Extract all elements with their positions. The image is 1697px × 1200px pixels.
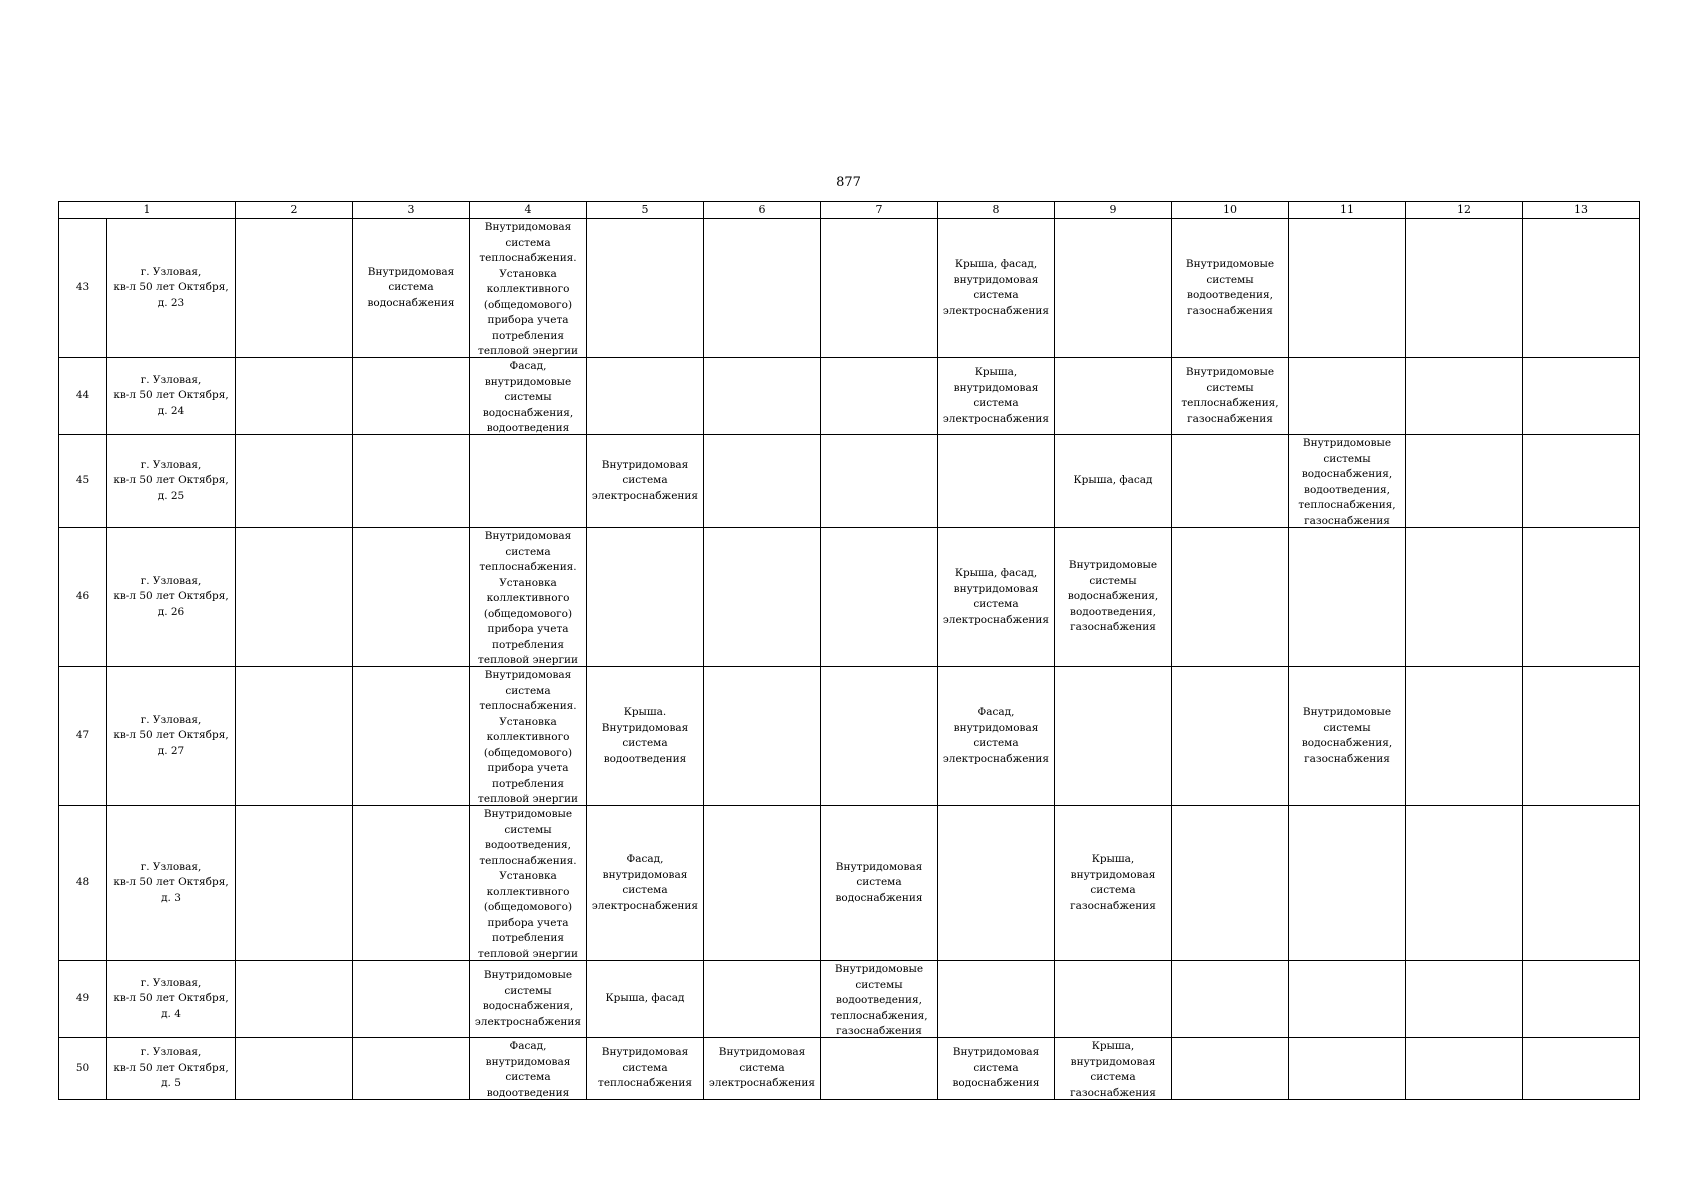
- work-cell-col-11: [1289, 358, 1406, 435]
- work-text: Внутридомовая система теплоснабжения. Установка коллективного (общедомового) прибора учета потребления тепловой энергии: [478, 221, 578, 356]
- work-text: Фасад, внутридомовая система электроснабжения: [591, 853, 699, 912]
- work-cell-col-11: [1289, 219, 1406, 358]
- address-text: г. Узловая, кв-л 50 лет Октября, д. 26: [113, 574, 229, 618]
- work-cell-col-8: [938, 528, 1055, 667]
- column-header: 10: [1172, 202, 1289, 219]
- work-cell-col-11: [1289, 961, 1406, 1038]
- work-text: Крыша, внутридомовая система электроснабжения: [942, 366, 1050, 425]
- work-cell-col-3: [353, 806, 470, 961]
- address-text: г. Узловая, кв-л 50 лет Октября, д. 3: [113, 860, 229, 904]
- page-number: 877: [836, 175, 861, 190]
- work-cell-col-2: [236, 961, 353, 1038]
- work-cell-col-2: [236, 1038, 353, 1100]
- row-number: 47: [59, 667, 107, 806]
- work-cell-col-6: [704, 358, 821, 435]
- work-text: Фасад, внутридомовые системы водоснабжения, водоотведения: [482, 360, 574, 433]
- work-cell-col-3: [353, 435, 470, 528]
- work-cell-col-7: [821, 358, 938, 435]
- work-cell-col-2: [236, 219, 353, 358]
- row-number: 43: [59, 219, 107, 358]
- work-text: Внутридомовая система электроснабжения: [591, 458, 699, 502]
- work-cell-col-13: [1523, 806, 1640, 961]
- work-cell-col-13: [1523, 528, 1640, 667]
- work-text: Внутридомовая система теплоснабжения. Установка коллективного (общедомового) прибора учета потребления тепловой энергии: [478, 530, 578, 665]
- work-cell-col-6: [704, 961, 821, 1038]
- work-cell-col-3: [353, 358, 470, 435]
- table-row: [59, 961, 1640, 1038]
- work-cell-col-10: [1172, 961, 1289, 1038]
- address-cell: [107, 806, 236, 961]
- work-text: Внутридомовые системы водоснабжения, электроснабжения: [474, 969, 582, 1028]
- work-cell-col-9: [1055, 667, 1172, 806]
- address-cell: [107, 667, 236, 806]
- work-text: Внутридомовые системы водоснабжения, газоснабжения: [1301, 706, 1393, 765]
- work-text: Крыша, фасад, внутридомовая система электроснабжения: [942, 258, 1050, 317]
- column-header: 1: [59, 202, 236, 219]
- work-cell-col-8: [938, 667, 1055, 806]
- column-header: 7: [821, 202, 938, 219]
- work-text: Внутридомовые системы водоотведения, теплоснабжения. Установка коллективного (общедомового) прибора учета потребления тепловой энергии: [478, 808, 578, 959]
- work-cell-col-8: [938, 435, 1055, 528]
- address-cell: [107, 435, 236, 528]
- work-cell-col-9: [1055, 219, 1172, 358]
- work-text: Крыша, внутридомовая система газоснабжения: [1070, 1040, 1156, 1098]
- work-cell-col-6: [704, 528, 821, 667]
- work-cell-col-12: [1406, 1038, 1523, 1100]
- work-text: Внутридомовая система электроснабжения: [708, 1046, 816, 1090]
- work-cell-col-10: [1172, 358, 1289, 435]
- address-text: г. Узловая, кв-л 50 лет Октября, д. 5: [113, 1046, 229, 1090]
- table-row: [59, 435, 1640, 528]
- address-cell: [107, 1038, 236, 1100]
- table-row: [59, 358, 1640, 435]
- work-cell-col-4: [470, 961, 587, 1038]
- work-cell-col-13: [1523, 1038, 1640, 1100]
- work-cell-col-11: [1289, 435, 1406, 528]
- work-cell-col-8: [938, 358, 1055, 435]
- work-cell-col-4: [470, 219, 587, 358]
- work-cell-col-6: [704, 667, 821, 806]
- work-text: Крыша, фасад: [1073, 474, 1153, 487]
- work-cell-col-8: [938, 806, 1055, 961]
- work-cell-col-4: [470, 528, 587, 667]
- work-cell-col-9: [1055, 528, 1172, 667]
- column-header: 4: [470, 202, 587, 219]
- column-header: 11: [1289, 202, 1406, 219]
- work-cell-col-5: [587, 806, 704, 961]
- work-cell-col-10: [1172, 219, 1289, 358]
- work-cell-col-4: [470, 435, 587, 528]
- work-cell-col-4: [470, 358, 587, 435]
- column-header: 9: [1055, 202, 1172, 219]
- table-row: [59, 667, 1640, 806]
- work-text: Крыша, внутридомовая система газоснабжения: [1070, 853, 1156, 912]
- work-cell-col-4: [470, 806, 587, 961]
- address-text: г. Узловая, кв-л 50 лет Октября, д. 25: [113, 458, 229, 502]
- column-header: 2: [236, 202, 353, 219]
- work-cell-col-2: [236, 528, 353, 667]
- table-row: [59, 219, 1640, 358]
- row-number: 50: [59, 1038, 107, 1100]
- work-text: Внутридомовые системы водоотведения, теплоснабжения, газоснабжения: [830, 963, 928, 1036]
- address-cell: [107, 219, 236, 358]
- work-cell-col-11: [1289, 806, 1406, 961]
- work-text: Крыша. Внутридомовая система водоотведения: [601, 706, 689, 765]
- table-row: [59, 806, 1640, 961]
- column-header: 6: [704, 202, 821, 219]
- table-row: [59, 528, 1640, 667]
- work-cell-col-5: [587, 961, 704, 1038]
- work-cell-col-3: [353, 961, 470, 1038]
- work-cell-col-8: [938, 1038, 1055, 1100]
- work-cell-col-8: [938, 961, 1055, 1038]
- work-cell-col-2: [236, 806, 353, 961]
- work-cell-col-7: [821, 961, 938, 1038]
- work-cell-col-2: [236, 667, 353, 806]
- work-cell-col-11: [1289, 528, 1406, 667]
- work-text: Фасад, внутридомовая система водоотведения: [485, 1040, 571, 1098]
- work-cell-col-6: [704, 435, 821, 528]
- work-cell-col-7: [821, 528, 938, 667]
- work-cell-col-7: [821, 1038, 938, 1100]
- column-header: 3: [353, 202, 470, 219]
- work-cell-col-10: [1172, 1038, 1289, 1100]
- work-cell-col-4: [470, 1038, 587, 1100]
- address-text: г. Узловая, кв-л 50 лет Октября, д. 27: [113, 713, 229, 757]
- table-body: [59, 219, 1640, 1100]
- work-cell-col-5: [587, 358, 704, 435]
- work-cell-col-12: [1406, 961, 1523, 1038]
- work-cell-col-13: [1523, 435, 1640, 528]
- work-cell-col-5: [587, 435, 704, 528]
- work-cell-col-10: [1172, 435, 1289, 528]
- row-number: 48: [59, 806, 107, 961]
- work-cell-col-7: [821, 667, 938, 806]
- work-text: Крыша, фасад: [605, 992, 685, 1005]
- column-header: 5: [587, 202, 704, 219]
- work-cell-col-2: [236, 435, 353, 528]
- work-text: Внутридомовые системы водоотведения, газоснабжения: [1185, 258, 1275, 317]
- header-row: [59, 202, 1640, 219]
- table-header: [59, 202, 1640, 219]
- work-cell-col-12: [1406, 806, 1523, 961]
- column-header: 13: [1523, 202, 1640, 219]
- row-number: 44: [59, 358, 107, 435]
- work-cell-col-11: [1289, 667, 1406, 806]
- row-number: 45: [59, 435, 107, 528]
- address-text: г. Узловая, кв-л 50 лет Октября, д. 4: [113, 976, 229, 1020]
- work-cell-col-3: [353, 219, 470, 358]
- work-cell-col-5: [587, 667, 704, 806]
- column-header: 8: [938, 202, 1055, 219]
- work-cell-col-6: [704, 219, 821, 358]
- work-cell-col-10: [1172, 528, 1289, 667]
- work-text: Внутридомовая система водоснабжения: [367, 265, 455, 309]
- work-text: Крыша, фасад, внутридомовая система электроснабжения: [942, 567, 1050, 626]
- work-cell-col-13: [1523, 961, 1640, 1038]
- row-number: 46: [59, 528, 107, 667]
- work-cell-col-9: [1055, 435, 1172, 528]
- work-cell-col-6: [704, 806, 821, 961]
- work-cell-col-4: [470, 667, 587, 806]
- work-cell-col-13: [1523, 667, 1640, 806]
- work-text: Фасад, внутридомовая система электроснабжения: [942, 706, 1050, 765]
- address-cell: [107, 528, 236, 667]
- address-cell: [107, 358, 236, 435]
- work-text: Внутридомовые системы водоснабжения, водоотведения, газоснабжения: [1067, 559, 1159, 634]
- work-text: Внутридомовая система теплоснабжения: [598, 1046, 692, 1090]
- work-cell-col-2: [236, 358, 353, 435]
- work-cell-col-8: [938, 219, 1055, 358]
- work-cell-col-12: [1406, 528, 1523, 667]
- work-cell-col-6: [704, 1038, 821, 1100]
- work-text: Внутридомовые системы теплоснабжения, газоснабжения: [1181, 366, 1279, 425]
- address-cell: [107, 961, 236, 1038]
- work-cell-col-12: [1406, 219, 1523, 358]
- work-text: Внутридомовая система водоснабжения: [952, 1046, 1040, 1090]
- work-cell-col-13: [1523, 358, 1640, 435]
- work-cell-col-7: [821, 219, 938, 358]
- work-cell-col-5: [587, 219, 704, 358]
- work-text: Внутридомовые системы водоснабжения, водоотведения, теплоснабжения, газоснабжения: [1298, 437, 1396, 526]
- repair-schedule-table: [58, 201, 1640, 1100]
- work-cell-col-9: [1055, 1038, 1172, 1100]
- address-text: г. Узловая, кв-л 50 лет Октября, д. 23: [113, 265, 229, 309]
- work-cell-col-7: [821, 435, 938, 528]
- work-cell-col-7: [821, 806, 938, 961]
- work-cell-col-10: [1172, 667, 1289, 806]
- work-cell-col-3: [353, 667, 470, 806]
- work-cell-col-9: [1055, 961, 1172, 1038]
- address-text: г. Узловая, кв-л 50 лет Октября, д. 24: [113, 373, 229, 417]
- work-cell-col-10: [1172, 806, 1289, 961]
- table-row: [59, 1038, 1640, 1100]
- work-cell-col-11: [1289, 1038, 1406, 1100]
- row-number: 49: [59, 961, 107, 1038]
- work-cell-col-9: [1055, 806, 1172, 961]
- work-text: Внутридомовая система теплоснабжения. Установка коллективного (общедомового) прибора учета потребления тепловой энергии: [478, 669, 578, 804]
- work-cell-col-5: [587, 528, 704, 667]
- work-cell-col-9: [1055, 358, 1172, 435]
- column-header: 12: [1406, 202, 1523, 219]
- work-cell-col-3: [353, 528, 470, 667]
- work-text: Внутридомовая система водоснабжения: [835, 860, 923, 904]
- work-cell-col-5: [587, 1038, 704, 1100]
- work-cell-col-12: [1406, 667, 1523, 806]
- work-cell-col-3: [353, 1038, 470, 1100]
- work-cell-col-12: [1406, 435, 1523, 528]
- work-cell-col-12: [1406, 358, 1523, 435]
- work-cell-col-13: [1523, 219, 1640, 358]
